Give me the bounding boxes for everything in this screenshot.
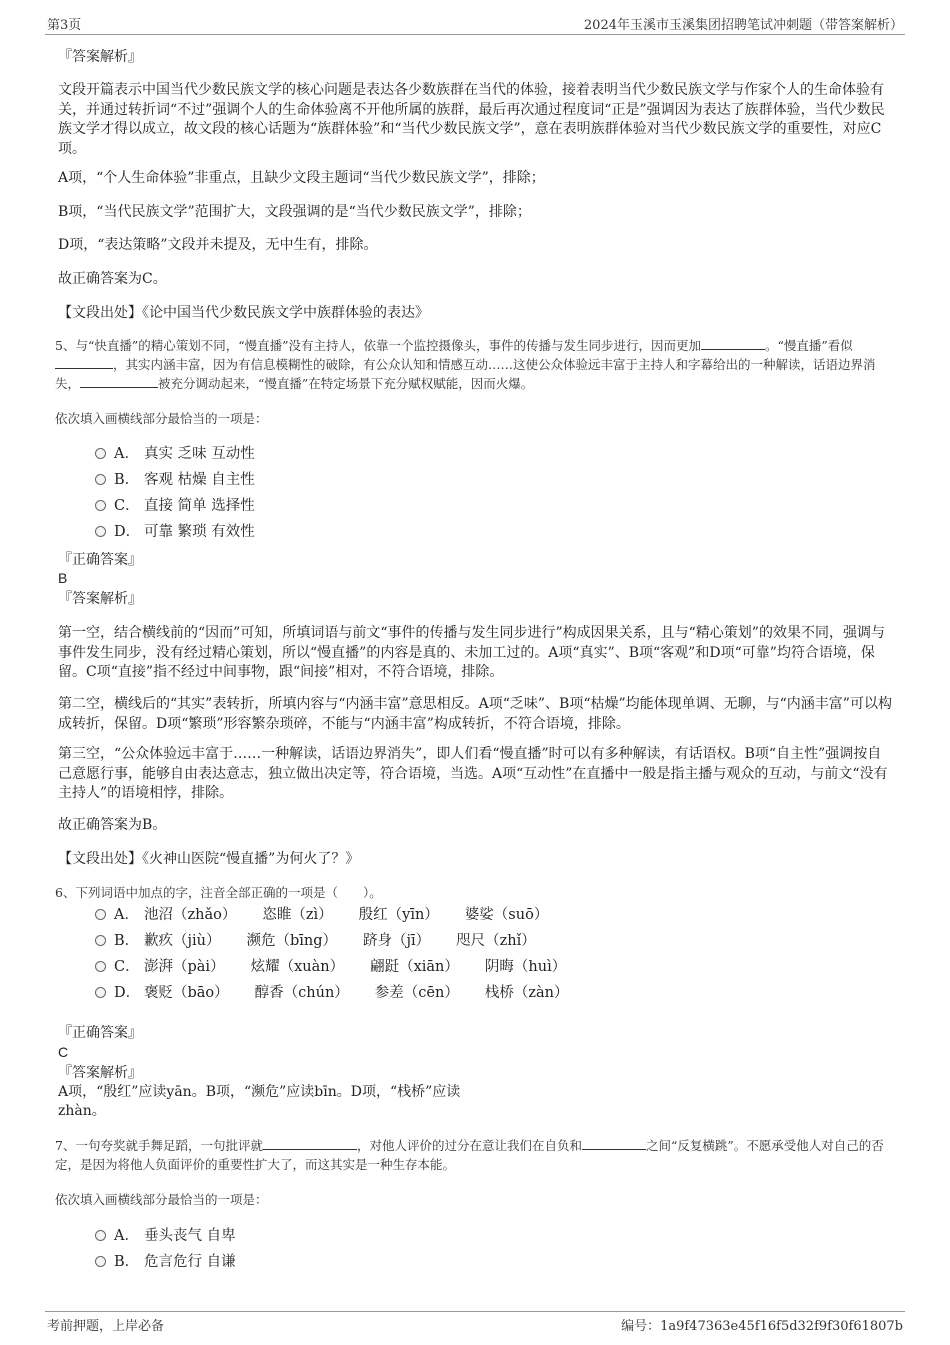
q4-analysis-label: 『答案解析』 [58,49,142,65]
blank-2 [55,356,113,369]
q5-stem: 5、与“快直播”的精心策划不同，“慢直播”没有主持人，依靠一个监控摄像头，事件的传播与发生同步进行，因而更加 。“慢直播”看似，其实内涵丰富，因为有信息模糊性的破除，有公众认知和情感互动……这使公众体验远丰富于主持人和字幕给出的一种解读，话语边界消失， 被充分调动起来，“慢直播”在特定场景下充分赋权赋能，因而火爆。 [55,338,876,391]
q6-stem: 6、下列词语中加点的字，注音全部正确的一项是（ ）。 [55,885,382,900]
q7-stem: 7、一句夸奖就手舞足蹈，一句批评就 ，对他人评价的过分在意让我们在自负和 之间“反复横跳”。不愿承受他人对自己的否定，是因为将他人负面评价的重要性扩大了，而这其实是一种生存本能。 [55,1138,884,1172]
radio-icon[interactable] [95,1256,106,1267]
q5-option-b[interactable]: B． 客观 枯燥 自主性 [95,470,255,490]
q5-option-c[interactable]: C． 直接 简单 选择性 [95,496,255,516]
radio-icon[interactable] [95,500,106,511]
document-title: 2024年玉溪市玉溪集团招聘笔试冲刺题（带答案解析） [583,18,903,33]
q7-option-b[interactable]: B． 危言危行 自谦 [95,1252,236,1272]
q5-analysis-para-3: 第三空，“公众体验远丰富于……一种解读，话语边界消失”，即人们看“慢直播”时可以有多种解读，有话语权。B项“自主性”强调按自己意愿行事，能够自由表达意志，独立做出决定等，符合语境，当选。A项“互动性”在直播中一般是指主播与观众的互动，与前文“没有主持人”的语境相悖，排除。 [58,746,888,801]
radio-icon[interactable] [95,474,106,485]
q4-conclusion: 故正确答案为C。 [58,271,167,287]
radio-icon[interactable] [95,987,106,998]
q6-analysis-line-2: zhàn。 [58,1103,106,1119]
q6-option-d[interactable]: D． 褒贬（bāo） 醇香（chún） 参差（cēn） 栈桥（zàn） [95,983,594,1003]
radio-icon[interactable] [95,909,106,920]
q6-analysis-label: 『答案解析』 [58,1065,142,1081]
blank-3 [80,375,158,388]
q5-conclusion: 故正确答案为B。 [58,817,167,833]
footer-slogan: 考前押题，上岸必备 [47,1319,165,1334]
q7-prompt: 依次填入画横线部分最恰当的一项是： [55,1192,268,1207]
q5-option-a[interactable]: A． 真实 乏味 互动性 [95,444,255,464]
q4-source: 【文段出处】《论中国当代少数民族文学中族群体验的表达》 [58,305,429,321]
q5-source: 【文段出处】《火神山医院“慢直播”为何火了？》 [58,851,360,867]
page-number: 第3页 [47,18,82,33]
q4-analysis-para-3: B项，“当代民族文学”范围扩大，文段强调的是“当代少数民族文学”，排除； [58,204,531,220]
q5-analysis-label: 『答案解析』 [58,591,142,607]
q5-answer: B [58,570,68,586]
q7-option-a[interactable]: A． 垂头丧气 自卑 [95,1226,236,1246]
page-header [45,14,905,35]
q5-prompt: 依次填入画横线部分最恰当的一项是： [55,411,268,426]
q5-answer-label: 『正确答案』 [58,552,142,568]
blank-1 [701,337,765,350]
q4-analysis-para-4: D项，“表达策略”文段并未提及，无中生有，排除。 [58,237,378,253]
q6-option-a[interactable]: A． 池沼（zhǎo） 恣睢（zì） 殷红（yīn） 婆娑（suō） [95,905,574,925]
radio-icon[interactable] [95,448,106,459]
blank-2 [582,1137,646,1150]
radio-icon[interactable] [95,961,106,972]
q4-analysis-para-1: 文段开篇表示中国当代少数民族文学的核心问题是表达各少数族群在当代的体验，接着表明当代少数民族文学与作家个人的生命体验有关，并通过转折词“不过”强调个人的生命体验离不开他所属的族群，最后再次通过程度词“正是”强调因为表达了族群体验，当代少数民族文学才得以成立，故文段的核心话题为“族群体验”和“当代少数民族文学”，意在表明族群体验对当代少数民族文学的重要性，对应C项。 [58,82,885,157]
q4-analysis-para-2: A项，“个人生命体验”非重点，且缺少文段主题词“当代少数民族文学”，排除； [58,170,545,186]
document-id: 编号：1a9f47363e45f16f5d32f9f30f61807b [621,1319,903,1334]
q6-answer: C [58,1044,69,1060]
radio-icon[interactable] [95,935,106,946]
q6-option-c[interactable]: C． 澎湃（pài） 炫耀（xuàn） 翩跹（xiān） 阴晦（huì） [95,957,592,977]
q6-answer-label: 『正确答案』 [58,1025,142,1041]
page-footer [45,1311,905,1335]
q5-option-d[interactable]: D． 可靠 繁琐 有效性 [95,522,255,542]
q6-analysis-line-1: A项，“殷红”应读yān。B项，“濒危”应读bīn。D项，“栈桥”应读 [58,1084,461,1100]
radio-icon[interactable] [95,526,106,537]
q5-analysis-para-2: 第二空，横线后的“其实”表转折，所填内容与“内涵丰富”意思相反。A项“乏味”、B项“枯燥”均能体现单调、无聊，与“内涵丰富”可以构成转折，保留。D项“繁琐”形容繁杂琐碎，不能与“内涵丰富”构成转折，不符合语境，排除。 [58,696,892,732]
q6-option-b[interactable]: B． 歉疚（jiù） 濒危（bīng） 跻身（jī） 咫尺（zhǐ） [95,931,562,951]
q5-analysis-para-1: 第一空，结合横线前的“因而”可知，所填词语与前文“事件的传播与发生同步进行”构成因果关系，且与“精心策划”的效果不同，强调与事件发生同步，没有经过精心策划，所以“慢直播”的内容是真的、未加工过的。A项“真实”、B项“客观”和D项“可靠”均符合语境，保留。C项“直接”指不经过中间事物，跟“间接”相对，不符合语境，排除。 [58,625,885,680]
blank-1 [263,1137,357,1150]
radio-icon[interactable] [95,1230,106,1241]
